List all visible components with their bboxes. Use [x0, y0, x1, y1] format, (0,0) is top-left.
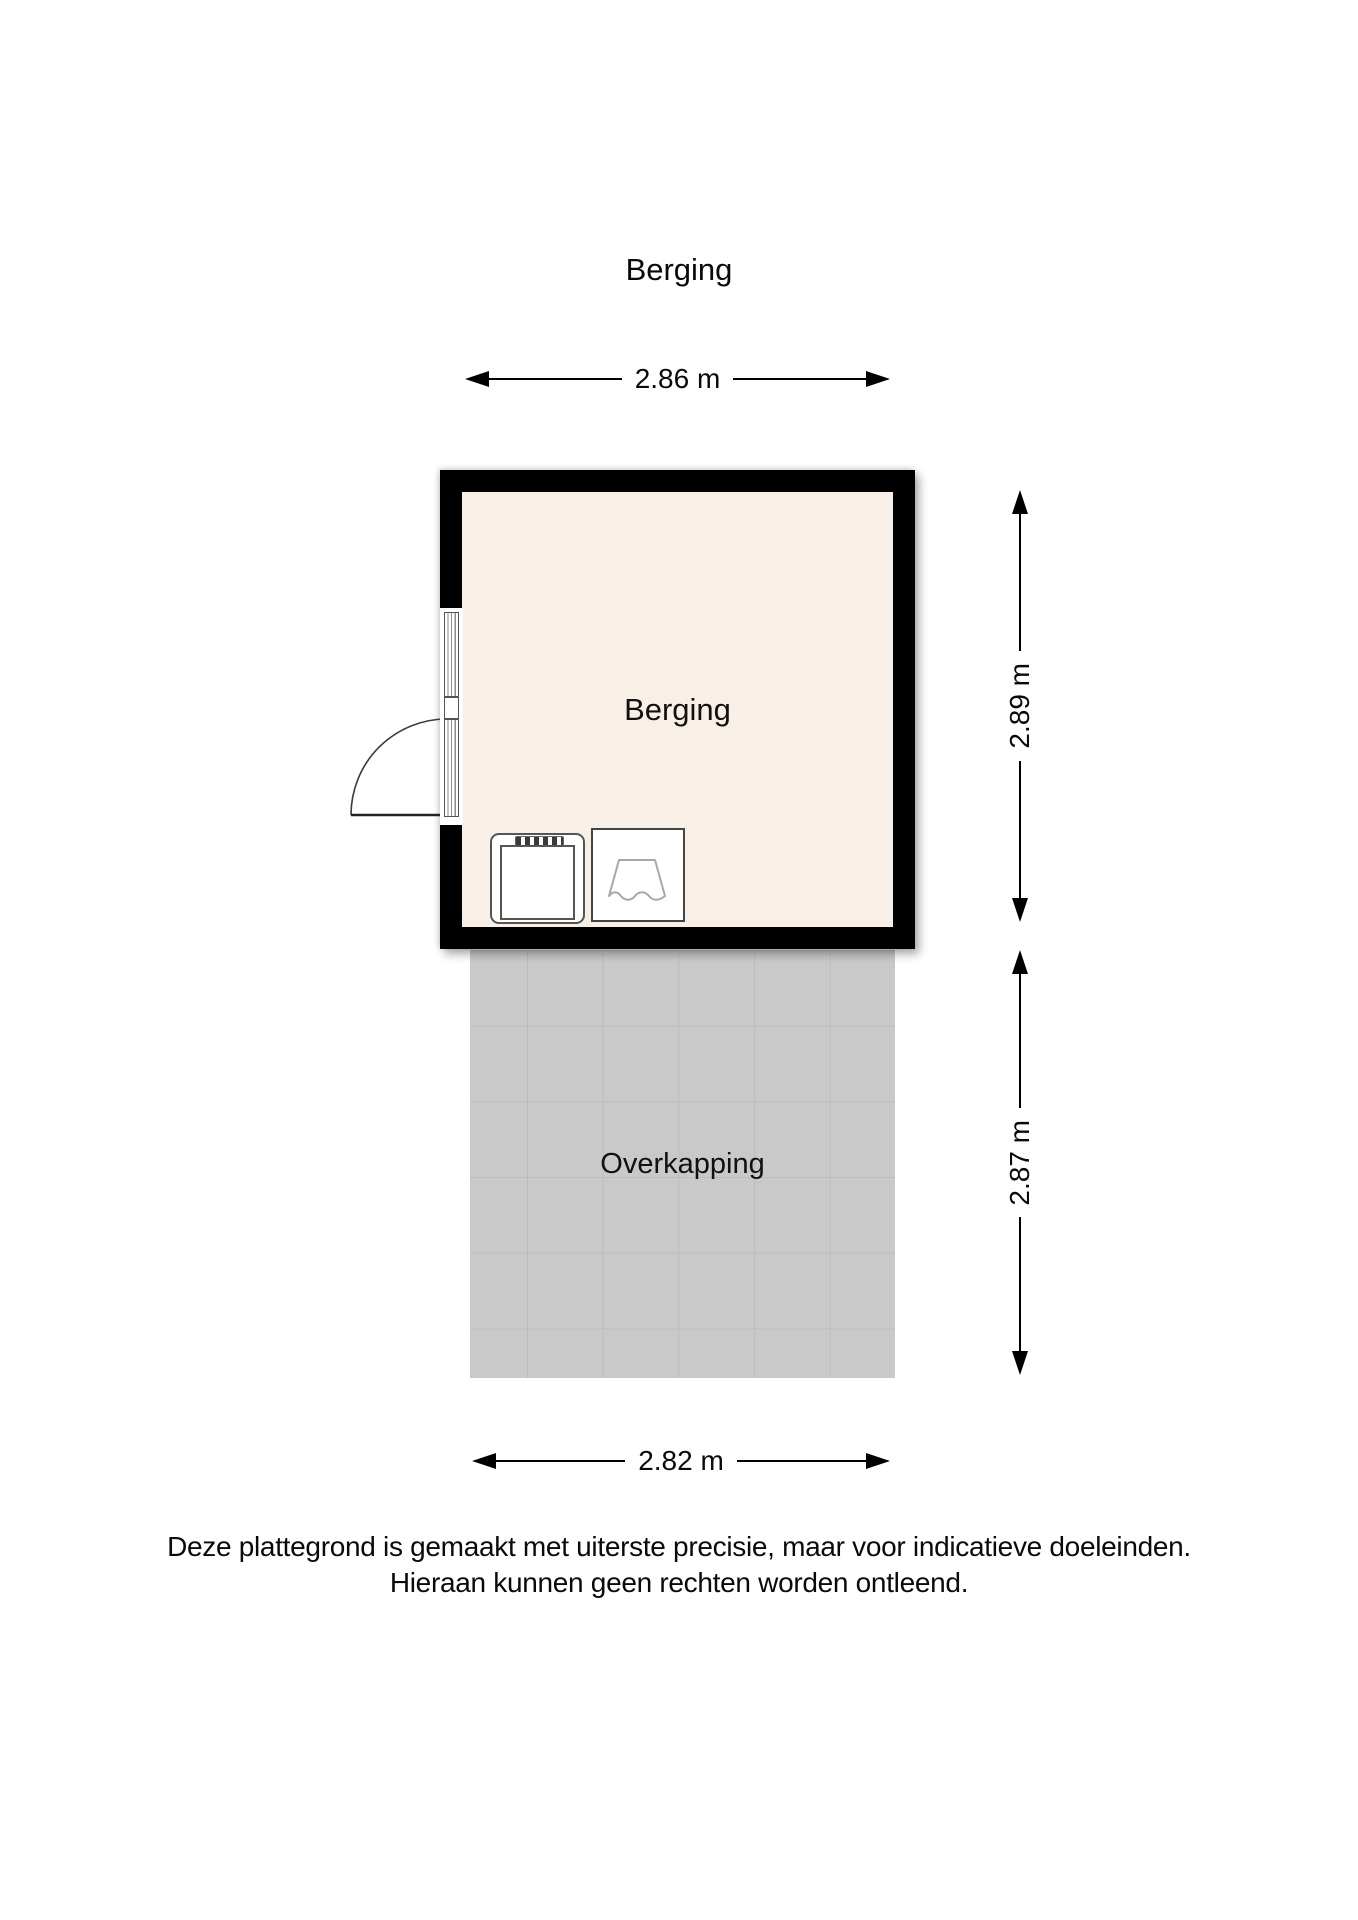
laundry-basket-icon: [591, 828, 685, 922]
door-sidelight-window: [444, 612, 459, 697]
dimension-height-canopy: [1005, 950, 1035, 1375]
disclaimer-line-1: Deze plattegrond is gemaakt met uiterste precisie, maar voor indicatieve doeleinden.: [167, 1531, 1191, 1562]
dimension-line: [733, 378, 866, 380]
dimension-label-height-canopy: 2.87 m: [1004, 1119, 1035, 1206]
arrowhead-down-icon: [1012, 1351, 1028, 1375]
door-frame: [444, 608, 459, 825]
dimension-line: [1019, 1217, 1021, 1351]
page-title: Berging: [625, 252, 733, 287]
dimension-width-top: [465, 364, 890, 394]
dimension-label-width-bottom: 2.82 m: [638, 1445, 724, 1476]
dimension-line: [737, 1460, 866, 1462]
disclaimer-line-2: Hieraan kunnen geen rechten worden ontleend.: [389, 1567, 969, 1598]
laundry-basket-glyph: [593, 830, 683, 920]
disclaimer-text: [0, 1529, 1358, 1601]
door-leaf-closed: [444, 719, 459, 817]
arrowhead-right-icon: [866, 371, 890, 387]
arrowhead-right-icon: [866, 1453, 890, 1469]
dimension-line: [1019, 974, 1021, 1108]
canopy-label: Overkapping: [600, 1147, 765, 1180]
arrowhead-up-icon: [1012, 950, 1028, 974]
washing-machine-icon: [490, 833, 585, 924]
arrowhead-left-icon: [472, 1453, 496, 1469]
door-post: [444, 697, 459, 719]
room-label: Berging: [624, 691, 731, 727]
canopy-area: [470, 950, 895, 1378]
dimension-line: [496, 1460, 625, 1462]
arrowhead-up-icon: [1012, 490, 1028, 514]
dimension-line: [1019, 514, 1021, 651]
dimension-label-height-room: 2.89 m: [1004, 663, 1035, 749]
dimension-line: [1019, 761, 1021, 898]
door-opening: [440, 608, 463, 825]
dimension-height-room: [1005, 490, 1035, 922]
washing-machine-drum: [500, 845, 575, 920]
dimension-line: [489, 378, 622, 380]
arrowhead-left-icon: [465, 371, 489, 387]
dimension-label-width-top: 2.86 m: [634, 363, 721, 394]
dimension-width-bottom: [472, 1446, 890, 1476]
arrowhead-down-icon: [1012, 898, 1028, 922]
